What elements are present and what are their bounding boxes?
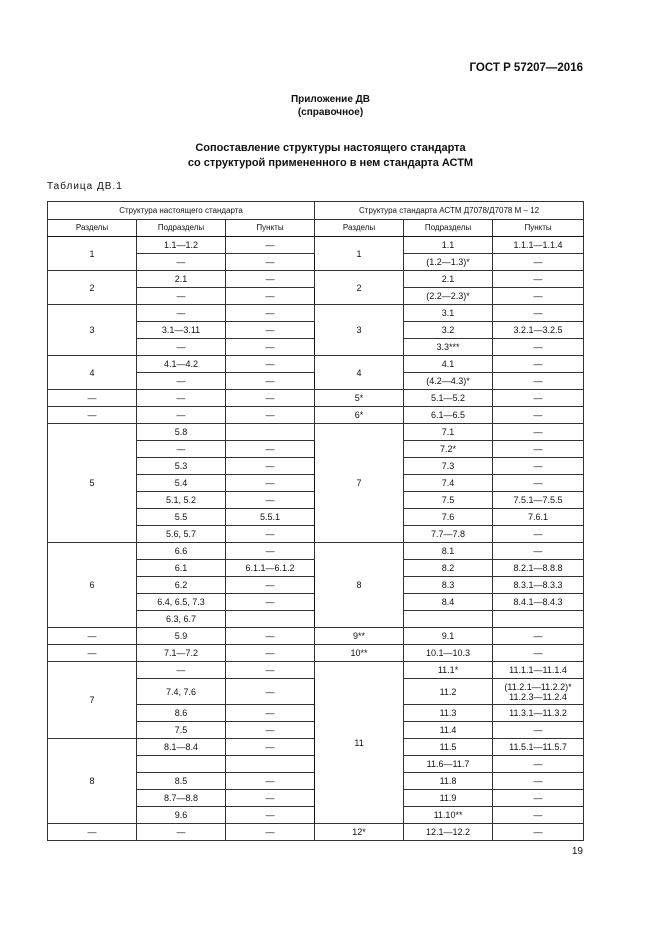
cell-line: (11.2.1—11.2.2)* xyxy=(504,681,572,692)
table-cell: — xyxy=(226,543,315,560)
table-cell: — xyxy=(137,662,226,679)
table-cell xyxy=(137,756,226,773)
group-header-left: Структура настоящего стандарта xyxy=(48,202,315,220)
appendix-title: Приложение ДВ xyxy=(290,94,371,105)
table-cell: — xyxy=(226,645,315,662)
table-cell: 5.6, 5.7 xyxy=(137,526,226,543)
table-cell: — xyxy=(493,441,584,458)
table-cell: — xyxy=(226,824,315,841)
table-cell: — xyxy=(493,756,584,773)
cell-line: 11.2.3—11.2.4 xyxy=(509,691,567,702)
table-cell: — xyxy=(48,628,137,645)
table-cell: 9.6 xyxy=(137,807,226,824)
table-row xyxy=(48,407,584,424)
table-cell: 12.1—12.2 xyxy=(404,824,493,841)
table-cell: — xyxy=(493,407,584,424)
table-cell: — xyxy=(226,305,315,322)
table-cell: — xyxy=(493,824,584,841)
table-cell: — xyxy=(493,645,584,662)
comparison-table xyxy=(47,201,584,841)
table-caption: Таблица ДВ.1 xyxy=(47,181,123,192)
table-cell: 5.9 xyxy=(137,628,226,645)
table-cell: 4 xyxy=(48,356,137,390)
table-cell: 1.1 xyxy=(404,237,493,254)
table-cell: — xyxy=(48,824,137,841)
table-cell: 8.2 xyxy=(404,560,493,577)
table-cell: 8.2.1—8.8.8 xyxy=(493,560,584,577)
table-cell: — xyxy=(226,705,315,722)
table-cell: — xyxy=(137,373,226,390)
standard-number: ГОСТ Р 57207—2016 xyxy=(469,62,583,74)
table-cell xyxy=(404,611,493,628)
title-line-1: Сопоставление структуры настоящего стандарта xyxy=(195,142,466,154)
table-cell: 9.1 xyxy=(404,628,493,645)
table-cell: 7 xyxy=(315,424,404,543)
table-cell: 6 xyxy=(48,543,137,628)
table-cell: 8.3.1—8.3.3 xyxy=(493,577,584,594)
table-cell xyxy=(493,679,584,705)
table-row xyxy=(48,237,584,254)
table-cell: 7.4 xyxy=(404,475,493,492)
table-cell: — xyxy=(493,773,584,790)
table-cell xyxy=(226,756,315,773)
table-row xyxy=(48,271,584,288)
table-cell: 7.7—7.8 xyxy=(404,526,493,543)
table-cell: — xyxy=(137,824,226,841)
table-cell: 6.2 xyxy=(137,577,226,594)
table-cell: 11.6—11.7 xyxy=(404,756,493,773)
table-cell: 7.5.1—7.5.5 xyxy=(493,492,584,509)
table-body xyxy=(48,237,584,841)
table-cell: — xyxy=(137,390,226,407)
table-cell: — xyxy=(226,407,315,424)
table-cell: — xyxy=(137,407,226,424)
table-cell: 11.1.1—11.1.4 xyxy=(493,662,584,679)
table-cell: — xyxy=(226,475,315,492)
table-cell: 6.4, 6.5, 7.3 xyxy=(137,594,226,611)
table-cell: — xyxy=(226,679,315,705)
table-cell: — xyxy=(493,288,584,305)
table-cell: 4 xyxy=(315,356,404,390)
table-cell: 11.2 xyxy=(404,679,493,705)
table-cell: 2 xyxy=(315,271,404,305)
table-cell: — xyxy=(226,254,315,271)
table-cell: 8 xyxy=(315,543,404,628)
table-cell: 5.3 xyxy=(137,458,226,475)
table-cell: 5.1, 5.2 xyxy=(137,492,226,509)
table-cell: 8.7—8.8 xyxy=(137,790,226,807)
table-cell: 7.2* xyxy=(404,441,493,458)
page-number: 19 xyxy=(571,846,583,857)
table-row xyxy=(48,645,584,662)
table-cell: — xyxy=(226,322,315,339)
table-column-header xyxy=(48,220,584,237)
table-cell: 6.6 xyxy=(137,543,226,560)
table-cell: 7.4, 7.6 xyxy=(137,679,226,705)
table-cell: — xyxy=(226,237,315,254)
table-row xyxy=(48,628,584,645)
table-cell: 3 xyxy=(48,305,137,356)
table-cell: 8 xyxy=(48,739,137,824)
table-cell: 9** xyxy=(315,628,404,645)
table-cell: 11.3 xyxy=(404,705,493,722)
table-cell: 7.1—7.2 xyxy=(137,645,226,662)
table-cell: 6.1.1—6.1.2 xyxy=(226,560,315,577)
table-cell: 7.6.1 xyxy=(493,509,584,526)
table-cell: — xyxy=(493,356,584,373)
appendix-subtitle: (справочное) xyxy=(297,107,364,118)
table-row xyxy=(48,543,584,560)
table-row xyxy=(48,390,584,407)
table-cell: — xyxy=(226,773,315,790)
table-cell: 8.3 xyxy=(404,577,493,594)
table-cell: — xyxy=(493,339,584,356)
table-cell: 3.1—3.11 xyxy=(137,322,226,339)
table-cell: 11.8 xyxy=(404,773,493,790)
table-cell: 8.4.1—8.4.3 xyxy=(493,594,584,611)
table-row xyxy=(48,824,584,841)
table-cell: 11 xyxy=(315,662,404,824)
table-cell: — xyxy=(226,356,315,373)
table-cell: 5.5 xyxy=(137,509,226,526)
table-cell: — xyxy=(48,645,137,662)
table-cell: 11.5 xyxy=(404,739,493,756)
table-cell: — xyxy=(493,807,584,824)
table-cell: 7.5 xyxy=(404,492,493,509)
table-cell: 7 xyxy=(48,662,137,739)
table-cell: 5.1—5.2 xyxy=(404,390,493,407)
table-cell: — xyxy=(226,339,315,356)
table-cell: 6.1 xyxy=(137,560,226,577)
table-cell xyxy=(493,611,584,628)
table-cell: — xyxy=(493,305,584,322)
table-cell: 8.4 xyxy=(404,594,493,611)
table-cell: 1.1.1—1.1.4 xyxy=(493,237,584,254)
table-cell: — xyxy=(226,594,315,611)
table-cell: — xyxy=(493,424,584,441)
col-header: Подразделы xyxy=(137,220,226,237)
table-row xyxy=(48,424,584,441)
table-cell: 3.2.1—3.2.5 xyxy=(493,322,584,339)
table-cell: — xyxy=(493,543,584,560)
table-cell: — xyxy=(493,458,584,475)
table-cell: — xyxy=(137,339,226,356)
col-header: Разделы xyxy=(48,220,137,237)
document-title xyxy=(0,141,661,171)
table-cell: (2.2—2.3)* xyxy=(404,288,493,305)
table-cell: 1 xyxy=(48,237,137,271)
table-cell: 5* xyxy=(315,390,404,407)
table-row xyxy=(48,356,584,373)
table-cell: 5 xyxy=(48,424,137,543)
table-cell: — xyxy=(226,526,315,543)
table-cell: — xyxy=(226,662,315,679)
table-cell xyxy=(226,424,315,441)
table-cell: — xyxy=(493,790,584,807)
table-cell: — xyxy=(48,407,137,424)
table-row xyxy=(48,305,584,322)
table-cell: 7.6 xyxy=(404,509,493,526)
group-header-right: Структура стандарта АСТМ Д7078/Д7078 М – 12 xyxy=(315,202,584,220)
table-cell: — xyxy=(226,577,315,594)
col-header: Пункты xyxy=(226,220,315,237)
table-cell: 3 xyxy=(315,305,404,356)
table-cell: — xyxy=(226,807,315,824)
table-cell: 3.3*** xyxy=(404,339,493,356)
table-cell: — xyxy=(226,722,315,739)
table-cell: — xyxy=(137,305,226,322)
table-cell: 6* xyxy=(315,407,404,424)
table-cell: 2 xyxy=(48,271,137,305)
table-cell: — xyxy=(226,390,315,407)
table-cell: — xyxy=(493,526,584,543)
table-cell: — xyxy=(226,739,315,756)
table-cell: — xyxy=(226,441,315,458)
table-cell: 4.1—4.2 xyxy=(137,356,226,373)
table-cell: 5.4 xyxy=(137,475,226,492)
table-cell: 4.1 xyxy=(404,356,493,373)
table-cell: 12* xyxy=(315,824,404,841)
table-cell: 10.1—10.3 xyxy=(404,645,493,662)
table-cell: 3.2 xyxy=(404,322,493,339)
col-header: Разделы xyxy=(315,220,404,237)
table-cell: 10** xyxy=(315,645,404,662)
table-cell: — xyxy=(493,475,584,492)
table-cell: — xyxy=(493,271,584,288)
table-cell: 8.5 xyxy=(137,773,226,790)
table-cell: — xyxy=(493,373,584,390)
table-cell: — xyxy=(493,628,584,645)
table-row xyxy=(48,662,584,679)
table-cell: — xyxy=(493,390,584,407)
table-group-header xyxy=(48,202,584,220)
table-cell: — xyxy=(226,288,315,305)
table-cell: 1 xyxy=(315,237,404,271)
table-cell: — xyxy=(137,254,226,271)
table-cell: — xyxy=(137,288,226,305)
title-line-2: со структурой примененного в нем стандарта АСТМ xyxy=(187,157,474,169)
table-cell: 7.3 xyxy=(404,458,493,475)
table-cell: — xyxy=(493,722,584,739)
table-cell: — xyxy=(48,390,137,407)
table-cell: 8.6 xyxy=(137,705,226,722)
col-header: Пункты xyxy=(493,220,584,237)
table-cell: 11.1* xyxy=(404,662,493,679)
table-cell: 8.1 xyxy=(404,543,493,560)
table-cell: (1.2—1.3)* xyxy=(404,254,493,271)
table-cell: 11.9 xyxy=(404,790,493,807)
table-cell: 8.1—8.4 xyxy=(137,739,226,756)
table-cell: 2.1 xyxy=(404,271,493,288)
table-cell xyxy=(226,611,315,628)
table-cell: — xyxy=(137,441,226,458)
table-cell: — xyxy=(226,458,315,475)
table-cell: 3.1 xyxy=(404,305,493,322)
table-cell: 6.3, 6.7 xyxy=(137,611,226,628)
table-cell: — xyxy=(226,373,315,390)
table-cell: 11.10** xyxy=(404,807,493,824)
table-cell: 5.8 xyxy=(137,424,226,441)
table-cell: — xyxy=(226,628,315,645)
table-cell: — xyxy=(226,790,315,807)
table-cell: 1.1—1.2 xyxy=(137,237,226,254)
col-header: Подразделы xyxy=(404,220,493,237)
table-cell: 11.5.1—11.5.7 xyxy=(493,739,584,756)
table-cell: 2.1 xyxy=(137,271,226,288)
table-cell: 7.1 xyxy=(404,424,493,441)
table-cell: 11.4 xyxy=(404,722,493,739)
table-cell: — xyxy=(226,492,315,509)
table-cell: 6.1—6.5 xyxy=(404,407,493,424)
table-cell: — xyxy=(226,271,315,288)
table-cell: 7.5 xyxy=(137,722,226,739)
table-cell: 5.5.1 xyxy=(226,509,315,526)
table-cell: — xyxy=(493,254,584,271)
table-cell: 11.3.1—11.3.2 xyxy=(493,705,584,722)
table-cell: (4.2—4.3)* xyxy=(404,373,493,390)
